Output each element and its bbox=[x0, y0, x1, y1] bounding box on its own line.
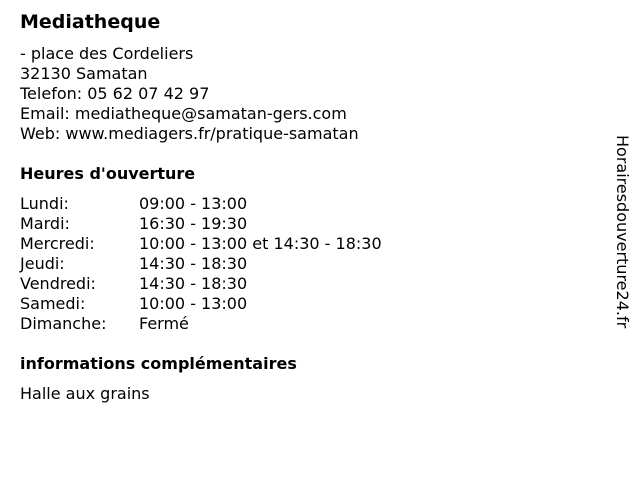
web-line: Web: www.mediagers.fr/pratique-samatan bbox=[20, 124, 359, 143]
email-line: Email: mediatheque@samatan-gers.com bbox=[20, 104, 347, 123]
day-hours: 09:00 - 13:00 bbox=[139, 194, 248, 213]
day-hours: Fermé bbox=[139, 314, 189, 333]
day-label: Jeudi: bbox=[20, 254, 65, 273]
day-hours: 14:30 - 18:30 bbox=[139, 254, 248, 273]
hours-row-vendredi bbox=[20, 274, 382, 294]
day-label: Mercredi: bbox=[20, 234, 95, 253]
hours-row-samedi bbox=[20, 294, 382, 314]
hours-row-lundi bbox=[20, 194, 382, 214]
hours-row-jeudi bbox=[20, 254, 382, 274]
hours-row-mardi bbox=[20, 214, 382, 234]
day-hours: 14:30 - 18:30 bbox=[139, 274, 248, 293]
additional-info-heading: informations complémentaires bbox=[20, 354, 297, 373]
opening-hours-table bbox=[20, 194, 382, 334]
day-hours: 10:00 - 13:00 et 14:30 - 18:30 bbox=[139, 234, 382, 253]
city-line: 32130 Samatan bbox=[20, 64, 148, 83]
place-title: Mediatheque bbox=[20, 11, 161, 33]
day-hours: 10:00 - 13:00 bbox=[139, 294, 248, 313]
day-label: Vendredi: bbox=[20, 274, 96, 293]
day-label: Lundi: bbox=[20, 194, 69, 213]
site-watermark: Horairesdouverture24.fr bbox=[613, 135, 632, 329]
street-address: - place des Cordeliers bbox=[20, 44, 194, 63]
day-label: Dimanche: bbox=[20, 314, 107, 333]
day-label: Samedi: bbox=[20, 294, 86, 313]
hours-row-dimanche bbox=[20, 314, 382, 334]
hours-row-mercredi bbox=[20, 234, 382, 254]
day-hours: 16:30 - 19:30 bbox=[139, 214, 248, 233]
opening-hours-heading: Heures d'ouverture bbox=[20, 164, 196, 183]
phone-line: Telefon: 05 62 07 42 97 bbox=[20, 84, 210, 103]
day-label: Mardi: bbox=[20, 214, 70, 233]
additional-info-text: Halle aux grains bbox=[20, 384, 150, 403]
address-block bbox=[20, 44, 359, 144]
